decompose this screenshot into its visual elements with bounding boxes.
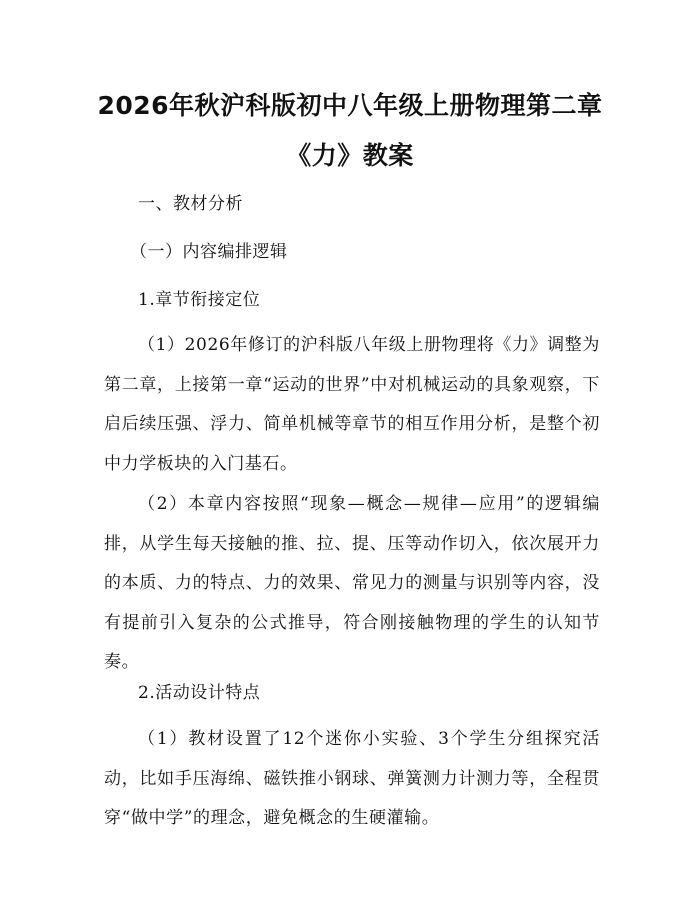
item-heading-chapter-position: 1.章节衔接定位: [138, 290, 261, 310]
item-heading-activity-design: 2.活动设计特点: [138, 683, 261, 703]
subsection-heading-content-arrangement: （一）内容编排逻辑: [130, 242, 288, 262]
paragraph-3: （1）教材设置了12个迷你小实验、3个学生分组探究活动，比如手压海绵、磁铁推小钢球、弹簧测力计测力等，全程贯穿“做中学”的理念，避免概念的生硬灌输。: [104, 729, 600, 828]
paragraph-1: （1）2026年修订的沪科版八年级上册物理将《力》调整为第二章，上接第一章“运动的世界”中对机械运动的具象观察，下启后续压强、浮力、简单机械等章节的相互作用分析，是整个初中力学板块的入门基石。: [104, 335, 600, 474]
section-heading-textbook-analysis: 一、教材分析: [138, 194, 243, 214]
paragraph-2: （2）本章内容按照“现象—概念—规律—应用”的逻辑编排，从学生每天接触的推、拉、提、压等动作切入，依次展开力的本质、力的特点、力的效果、常见力的测量与识别等内容，没有提前引入复杂的公式推导，符合刚接触物理的学生的认知节奏。: [104, 494, 600, 672]
document-title-line-2: 《力》教案: [286, 141, 414, 170]
document-title-line-1: 2026年秋沪科版初中八年级上册物理第二章: [97, 91, 603, 120]
